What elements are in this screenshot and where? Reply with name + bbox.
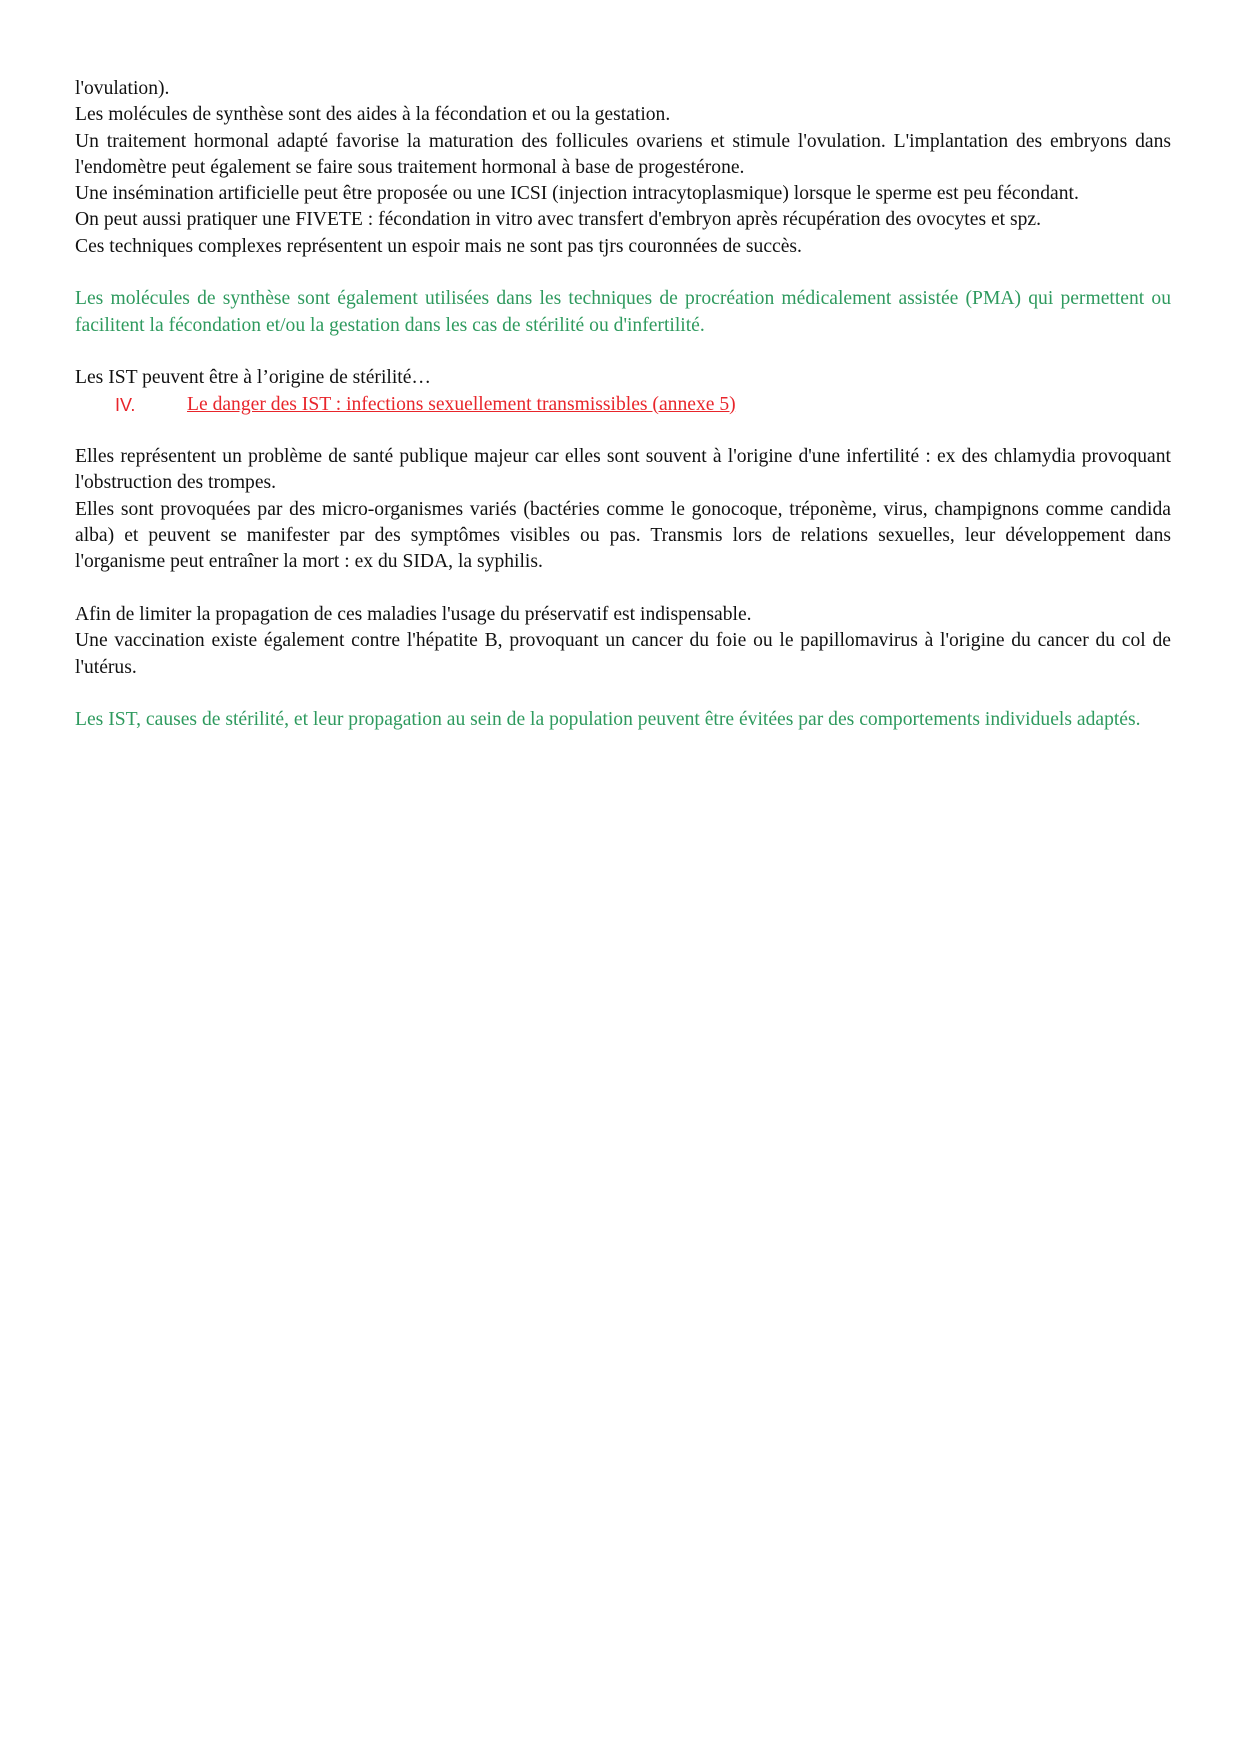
spacer [75, 260, 1171, 286]
paragraph: Afin de limiter la propagation de ces maladies l'usage du préservatif est indispensable. [75, 603, 752, 625]
spacer [75, 339, 1171, 365]
paragraph: Une vaccination existe également contre l'hépatite B, provoquant un cancer du foie ou le papillomavirus à l'origine du cancer du col de l'utérus. [75, 630, 1171, 678]
document-page [75, 76, 1171, 733]
paragraph: Ces techniques complexes représentent un espoir mais ne sont pas tjrs couronnées de succès. [75, 235, 802, 257]
summary-pma: Les molécules de synthèse sont également utilisées dans les techniques de procréation médicalement assistée (PMA) qui permettent ou facilitent la fécondation et/ou la gestation dans les cas de stérilité ou d'infertilité. [75, 288, 1171, 336]
section-number: IV. [115, 394, 136, 415]
summary-ist: Les IST, causes de stérilité, et leur propagation au sein de la population peuvent être évitées par des comportements individuels adaptés. [75, 709, 1141, 731]
paragraph: Une insémination artificielle peut être proposée ou une ICSI (injection intracytoplasmique) lorsque le sperme est peu fécondant. [75, 183, 1079, 205]
spacer [75, 681, 1171, 707]
section-title: Le danger des IST : infections sexuellement transmissibles (annexe 5) [187, 393, 736, 415]
paragraph: Un traitement hormonal adapté favorise la maturation des follicules ovariens et stimule l'ovulation. L'implantation des embryons dans l'endomètre peut également se faire sous traitement hormonal à base de progestérone. [75, 130, 1171, 178]
paragraph: l'ovulation). [75, 78, 170, 99]
paragraph: Elles sont provoquées par des micro-organismes variés (bactéries comme le gonocoque, tréponème, virus, champignons comme candida alba) et peuvent se manifester par des symptômes visibles ou pas. Transmis lors de relations sexuelles, leur développement dans l'organisme peut entraîner la mort : ex du SIDA, la syphilis. [75, 498, 1171, 573]
spacer [75, 576, 1171, 602]
paragraph: Les molécules de synthèse sont des aides à la fécondation et ou la gestation. [75, 104, 671, 126]
section-heading [75, 392, 1171, 418]
paragraph: Elles représentent un problème de santé publique majeur car elles sont souvent à l'origine d'une infertilité : ex des chlamydia provoquant l'obstruction des trompes. [75, 446, 1171, 494]
paragraph: On peut aussi pratiquer une FIVETE : fécondation in vitro avec transfert d'embryon après récupération des ovocytes et spz. [75, 209, 1042, 231]
transition-line: Les IST peuvent être à l’origine de stérilité… [75, 367, 432, 389]
spacer [75, 418, 1171, 444]
